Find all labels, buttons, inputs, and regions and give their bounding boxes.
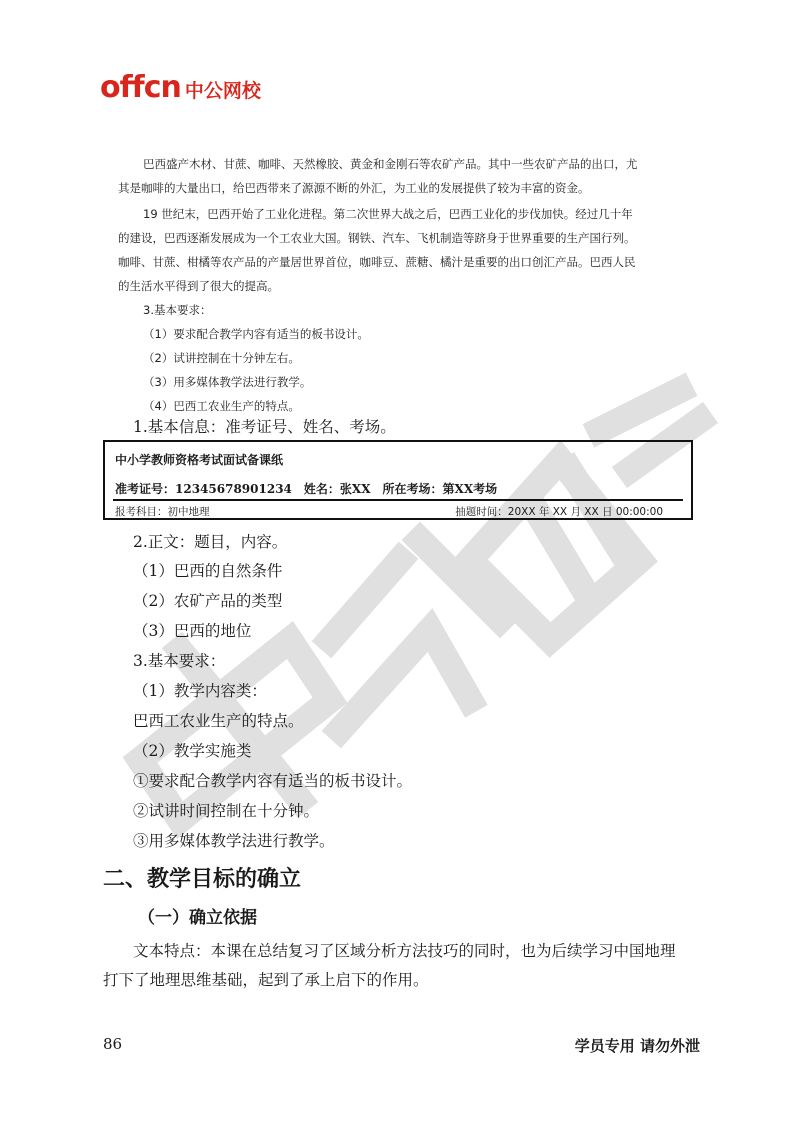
card-title: 中小学教师资格考试面试备课纸 [115,453,284,467]
scan-line: （3）用多媒体教学法进行教学。 [143,375,312,389]
scan-line: 咖啡、甘蔗、柑橘等农产品的产量居世界首位，咖啡豆、蔗糖、橘汁是重要的出口创汇产品。巴西人民 [118,255,636,269]
card-ticket-line: 准考证号：12345678901234 姓名：张XX 所在考场：第XX考场 [115,482,498,496]
page-number: 86 [103,1035,123,1053]
body-line: ①要求配合教学内容有适当的板书设计。 [133,772,413,790]
body-line: （2）农矿产品的类型 [133,592,283,610]
body-line: 3.基本要求： [133,652,226,670]
section-heading: 二、教学目标的确立 [103,867,302,892]
body-line: （1）教学内容类： [133,682,267,700]
brand-logo [100,70,261,105]
brand-name-cn: 中公网校 [184,80,261,102]
scan-line: 的生活水平得到了很大的提高。 [118,279,279,293]
scan-line: （4）巴西工农业生产的特点。 [143,399,300,413]
card-subject: 报考科目：初中地理 [115,506,210,518]
brand-wordmark: offcn [100,70,181,105]
text-feature-line: 打下了地理思维基础，起到了承上启下的作用。 [103,971,429,989]
scan-line: 巴西盛产木材、甘蔗、咖啡、天然橡胶、黄金和金刚石等农矿产品。其中一些农矿产品的出口，尤 [143,157,638,171]
basic-info-line: 1.基本信息：准考证号、姓名、考场。 [133,418,396,436]
body-line: ②试讲时间控制在十分钟。 [133,802,320,820]
scan-line: （2）试讲控制在十分钟左右。 [143,351,300,365]
footer-note: 学员专用 请勿外泄 [574,1037,700,1055]
prep-paper-card [103,440,693,520]
body-line: 巴西工农业生产的特点。 [133,712,304,730]
body-line: 2.正文：题目，内容。 [133,533,288,551]
scan-line: 其是咖啡的大量出口，给巴西带来了源源不断的外汇，为工业的发展提供了较为丰富的资金。 [118,181,590,195]
subsection-heading: （一）确立依据 [138,908,257,928]
body-line: （3）巴西的地位 [133,622,252,640]
body-line: （1）巴西的自然条件 [133,562,283,580]
card-draw-time: 抽题时间：20XX 年 XX 月 XX 日 00:00:00 [455,506,663,518]
text-feature-line: 文本特点：本课在总结复习了区域分析方法技巧的同时，也为后续学习中国地理 [133,942,676,960]
body-line: ③用多媒体教学法进行教学。 [133,832,335,850]
card-divider [113,499,683,501]
body-line: （2）教学实施类 [133,742,252,760]
scan-line: 的建设，巴西逐渐发展成为一个工农业大国。钢铁、汽车、飞机制造等跻身于世界重要的生产国行列。 [118,231,636,245]
scan-line: （1）要求配合教学内容有适当的板书设计。 [143,327,369,341]
scan-line: 19 世纪末，巴西开始了工业化进程。第二次世界大战之后，巴西工业化的步伐加快。经过几十年 [143,207,633,221]
scan-line: 3.基本要求： [143,303,212,317]
